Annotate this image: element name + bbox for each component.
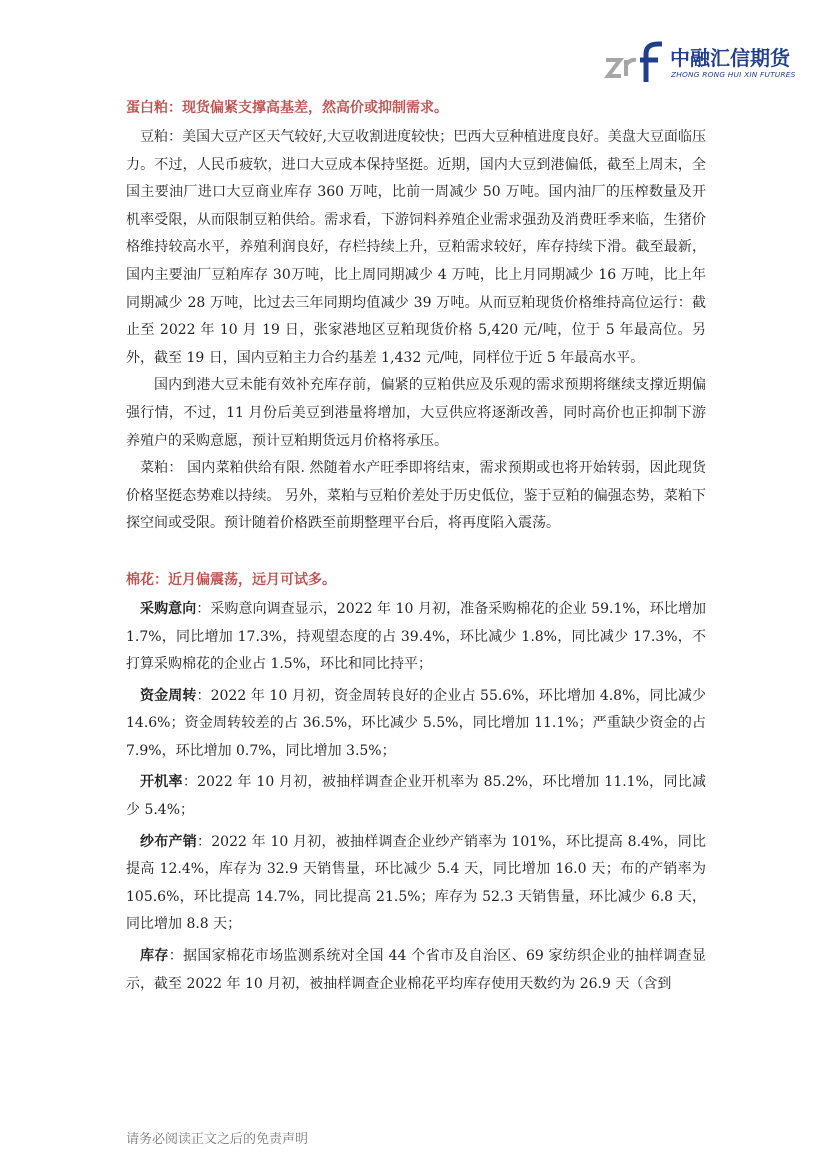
text-capital-turnover: ：2022 年 10 月初，资金周转良好的企业占 55.6%，环比增加 4.8%，同比减少 14.6%；资金周转较差的占 36.5%，环比减少 5.5%，同比增加 11.1%；严重缺少资金的占 7.9%，环比增加 0.7%，同比增加 3.5%； [126,687,706,759]
paragraph-operating-rate [126,769,706,824]
paragraph-inventory [126,943,706,998]
text-purchase-intention: ：采购意向调查显示，2022 年 10 月初，准备采购棉花的企业 59.1%，环比增加 1.7%，同比增加 17.3%，持观望态度的占 39.4%，环比减少 1.8%，同比减少 17.3%，不打算采购棉花的企业占 1.5%，环比和同比持平； [126,600,707,673]
term-yarn-cloth-sales: 纱布产销 [140,833,197,850]
term-purchase-intention: 采购意向 [140,600,197,617]
paragraph-yarn-cloth-sales [126,829,706,939]
company-logo [604,40,794,84]
text-yarn-cloth-sales: ：2022 年 10 月初，被抽样调查企业纱产销率为 101%，环比提高 8.4%，同比提高 12.4%，库存为 32.9 天销售量，环比减少 5.4 天，同比增加 16.0 天；布的产销率为 105.6%，环比提高 14.7%，同比提高 21.5%；库存为 52.3 天销售量，环比减少 6.8 天，同比增加 8.8 天； [126,833,706,933]
term-inventory: 库存 [140,948,169,965]
document-body [126,96,706,998]
term-operating-rate: 开机率 [140,774,183,791]
text-operating-rate: ：2022 年 10 月初，被抽样调查企业开机率为 85.2%，环比增加 11.1%，同比减少 5.4%； [126,774,706,819]
paragraph-capital-turnover [126,683,706,766]
paragraph-soymeal: 豆粕：美国大豆产区天气较好,大豆收割进度较快；巴西大豆种植进度良好。美盘大豆面临压力。不过，人民币疲软，进口大豆成本保持坚挺。近期，国内大豆到港偏低，截至上周末，全国主要油厂进口大豆商业库存 360 万吨，比前一周减少 50 万吨。国内油厂的压榨数量及开机率受限，从而限制豆粕供给。需求看，下游饲料养殖企业需求强劲及消费旺季来临，生猪价格维持较高水平，养殖利润良好，存栏持续上升，豆粕需求较好，库存持续下滑。截至最新，国内主要油厂豆粕库存 30万吨，比上周同期减少 4 万吨，比上月同期减少 16 万吨，比上年同期减少 28 万吨，比过去三年同期均值减少 39 万吨。从而豆粕现货价格维持高位运行：截止至 2022 年 10 月 19 日，张家港地区豆粕现货价格 5,420 元/吨，位于 5 年最高位。另外，截至 19 日，国内豆粕主力合约基差 1,432 元/吨，同样位于近 5 年最高水平。 [126,129,706,366]
logo-english-name: ZHONG RONG HUI XIN FUTURES [671,70,796,79]
section-heading-protein-meal: 蛋白粕：现货偏紧支撑高基差，然高价或抑制需求。 [126,100,448,116]
logo-chinese-name: 中融汇信期货 [670,46,790,70]
paragraph-rapeseed-meal: 菜粕： 国内菜粕供给有限. 然随着水产旺季即将结束，需求预期或也将开始转弱，因此现货价格坚挺态势难以持续。 另外，菜粕与豆粕价差处于历史低位，鉴于豆粕的偏强态势，菜粕下探空间或受限。预计随着价格跌至前期整理平台后，将再度陷入震荡。 [126,460,706,532]
zrf-logo-icon [604,40,666,84]
text-inventory: ：据国家棉花市场监测系统对全国 44 个省市及自治区、69 家纺织企业的抽样调查显示，截至 2022 年 10 月初，被抽样调查企业棉花平均库存使用天数约为 26.9 天（含到 [126,948,706,992]
term-capital-turnover: 资金周转 [140,687,197,704]
disclaimer-footer: 请务必阅读正文之后的免责声明 [126,1132,309,1147]
section-heading-cotton: 棉花：近月偏震荡，远月可试多。 [126,571,336,588]
paragraph-soymeal-outlook: 国内到港大豆未能有效补充库存前，偏紧的豆粕供应及乐观的需求预期将继续支撑近期偏强行情，不过，11 月份后美豆到港量将增加，大豆供应将逐渐改善，同时高价也正抑制下游养殖户的采购意愿，预计豆粕期货远月价格将承压。 [126,377,706,449]
paragraph-purchase-intention [126,596,706,679]
